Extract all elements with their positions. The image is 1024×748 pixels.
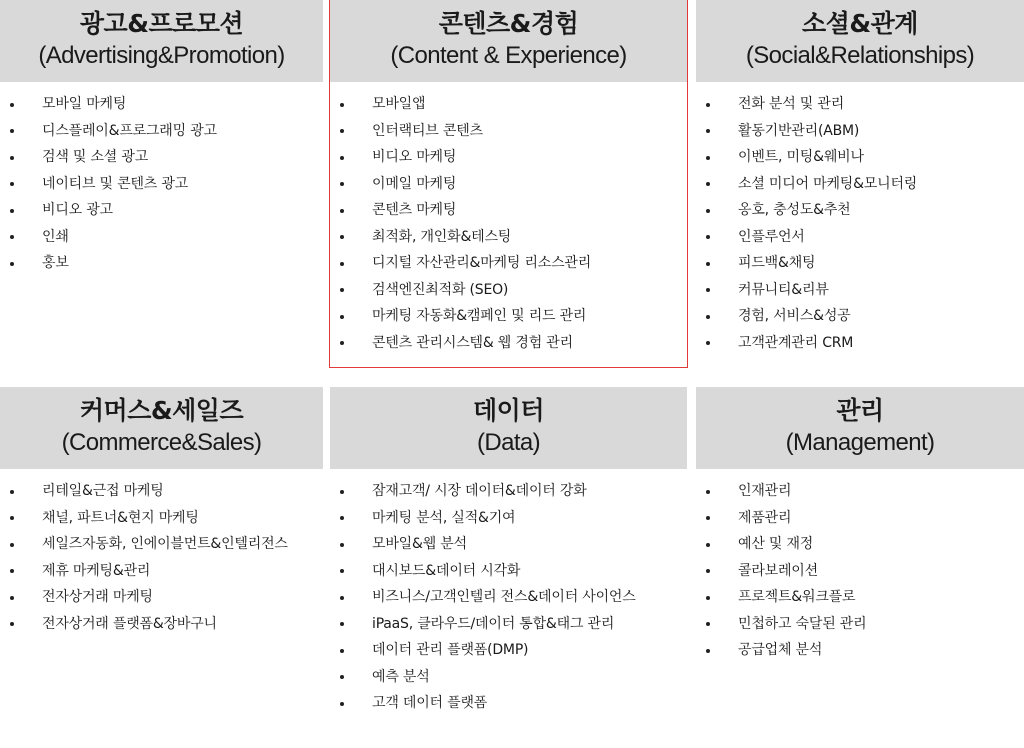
list-item-label: 데이터 관리 플랫폼(DMP): [372, 642, 529, 658]
list-item: [0, 478, 323, 505]
bullet-icon: [706, 315, 710, 319]
list-item: [0, 224, 323, 251]
section-header: [0, 0, 323, 82]
list-item: [696, 144, 1024, 171]
list-item: [330, 690, 687, 717]
section-social-relationships: [696, 0, 1024, 356]
section-subtitle: (Data): [476, 429, 541, 456]
list-item: [330, 478, 687, 505]
list-item-label: 마케팅 자동화&캠페인 및 리드 관리: [372, 308, 587, 324]
bullet-icon: [10, 235, 14, 239]
list-item: [0, 531, 323, 558]
list-item-label: 검색 및 소셜 광고: [42, 149, 149, 165]
bullet-icon: [10, 262, 14, 266]
bullet-icon: [706, 209, 710, 213]
list-item: [0, 197, 323, 224]
item-list: [696, 469, 1024, 664]
list-item-label: 인터랙티브 콘텐츠: [372, 122, 483, 139]
list-item: [0, 171, 323, 198]
list-item: [330, 197, 687, 224]
bullet-icon: [706, 235, 710, 239]
bullet-icon: [10, 182, 14, 186]
list-item: [330, 144, 687, 171]
list-item: [696, 558, 1024, 585]
list-item-label: 제품관리: [738, 509, 792, 526]
list-item: [696, 505, 1024, 532]
list-item: [330, 118, 687, 145]
section-commerce-sales: [0, 387, 323, 637]
list-item-label: 리테일&근접 마케팅: [42, 483, 164, 499]
list-item: [330, 558, 687, 585]
list-item: [330, 330, 687, 357]
bullet-icon: [10, 569, 14, 573]
list-item-label: 피드백&채팅: [738, 255, 816, 271]
list-item-label: 최적화, 개인화&테스팅: [372, 228, 512, 245]
section-title: 광고&프로모션: [79, 9, 244, 38]
bullet-icon: [340, 569, 344, 573]
bullet-icon: [10, 596, 14, 600]
list-item: [696, 611, 1024, 638]
bullet-icon: [706, 288, 710, 292]
bullet-icon: [706, 569, 710, 573]
list-item: [0, 250, 323, 277]
bullet-icon: [10, 490, 14, 494]
list-item: [330, 250, 687, 277]
list-item-label: 디스플레이&프로그래밍 광고: [42, 122, 217, 139]
list-item-label: 비디오 광고: [42, 202, 113, 218]
list-item-label: 커뮤니티&리뷰: [738, 281, 829, 298]
list-item-label: 프로젝트&워크플로: [738, 589, 856, 605]
list-item: [330, 303, 687, 330]
list-item: [0, 91, 323, 118]
list-item-label: 고객 데이터 플랫폼: [372, 695, 488, 711]
item-list: [330, 469, 687, 717]
list-item: [0, 118, 323, 145]
section-content-experience: [330, 0, 687, 367]
bullet-icon: [10, 516, 14, 520]
list-item-label: 예측 분석: [372, 668, 430, 685]
section-header: [696, 387, 1024, 469]
list-item-label: 경험, 서비스&성공: [738, 308, 851, 324]
list-item-label: 잠재고객/ 시장 데이터&데이터 강화: [372, 483, 587, 499]
list-item-label: 옹호, 충성도&추천: [738, 202, 851, 218]
list-item: [330, 611, 687, 638]
bullet-icon: [340, 649, 344, 653]
section-title: 콘텐츠&경험: [438, 9, 579, 38]
list-item: [696, 531, 1024, 558]
item-list: [0, 469, 323, 637]
list-item: [0, 505, 323, 532]
section-advertising-promotion: [0, 0, 323, 277]
list-item: [696, 224, 1024, 251]
list-item: [696, 118, 1024, 145]
list-item: [330, 584, 687, 611]
bullet-icon: [340, 209, 344, 213]
list-item-label: 활동기반관리(ABM): [738, 122, 860, 139]
list-item-label: iPaaS, 클라우드/데이터 통합&태그 관리: [372, 615, 615, 632]
section-title: 관리: [836, 396, 884, 425]
bullet-icon: [340, 129, 344, 133]
section-subtitle: (Management): [785, 429, 935, 456]
list-item: [0, 558, 323, 585]
list-item-label: 고객관계관리 CRM: [738, 334, 854, 351]
list-item-label: 네이티브 및 콘텐츠 광고: [42, 175, 188, 192]
list-item-label: 제휴 마케팅&관리: [42, 562, 151, 579]
list-item: [696, 197, 1024, 224]
list-item-label: 전화 분석 및 관리: [738, 96, 845, 112]
bullet-icon: [340, 543, 344, 547]
list-item: [330, 531, 687, 558]
bullet-icon: [706, 129, 710, 133]
list-item-label: 콘텐츠 마케팅: [372, 202, 457, 218]
list-item-label: 세일즈자동화, 인에이블먼트&인텔리전스: [42, 536, 288, 552]
list-item: [696, 91, 1024, 118]
bullet-icon: [10, 622, 14, 626]
bullet-icon: [10, 543, 14, 547]
list-item: [696, 171, 1024, 198]
list-item: [330, 91, 687, 118]
list-item-label: 홍보: [42, 255, 69, 271]
list-item-label: 마케팅 분석, 실적&기여: [372, 509, 516, 526]
section-title: 소셜&관계: [802, 9, 918, 38]
list-item-label: 모바일 마케팅: [42, 96, 127, 112]
section-header: [330, 387, 687, 469]
bullet-icon: [706, 341, 710, 345]
list-item: [0, 611, 323, 638]
list-item-label: 예산 및 재정: [738, 536, 814, 552]
list-item: [696, 637, 1024, 664]
section-management: [696, 387, 1024, 664]
bullet-icon: [340, 262, 344, 266]
list-item-label: 비디오 마케팅: [372, 149, 457, 165]
bullet-icon: [10, 156, 14, 160]
list-item: [0, 144, 323, 171]
bullet-icon: [340, 675, 344, 679]
bullet-icon: [706, 182, 710, 186]
list-item-label: 대시보드&데이터 시각화: [372, 562, 521, 579]
bullet-icon: [340, 235, 344, 239]
list-item-label: 디지털 자산관리&마케팅 리소스관리: [372, 255, 592, 271]
bullet-icon: [340, 490, 344, 494]
list-item-label: 인재관리: [738, 483, 792, 499]
bullet-icon: [706, 516, 710, 520]
section-header: [330, 0, 687, 82]
list-item-label: 이메일 마케팅: [372, 175, 457, 192]
list-item-label: 모바일&웹 분석: [372, 536, 467, 552]
list-item-label: 소셜 미디어 마케팅&모니터링: [738, 175, 918, 192]
bullet-icon: [706, 103, 710, 107]
bullet-icon: [10, 103, 14, 107]
list-item: [696, 584, 1024, 611]
bullet-icon: [706, 649, 710, 653]
bullet-icon: [706, 156, 710, 160]
list-item-label: 채널, 파트너&현지 마케팅: [42, 509, 199, 526]
section-subtitle: (Commerce&Sales): [61, 429, 262, 456]
section-subtitle: (Advertising&Promotion): [38, 42, 285, 69]
item-list: [696, 82, 1024, 356]
section-title: 데이터: [473, 396, 544, 425]
section-title: 커머스&세일즈: [79, 396, 244, 425]
bullet-icon: [340, 288, 344, 292]
list-item-label: 인쇄: [42, 228, 69, 245]
list-item: [696, 478, 1024, 505]
list-item: [696, 330, 1024, 357]
list-item-label: 비즈니스/고객인텔리 전스&데이터 사이언스: [372, 589, 636, 605]
bullet-icon: [706, 490, 710, 494]
section-subtitle: (Content & Experience): [390, 42, 627, 69]
bullet-icon: [340, 596, 344, 600]
section-header: [0, 387, 323, 469]
list-item: [696, 303, 1024, 330]
list-item-label: 민첩하고 숙달된 관리: [738, 615, 867, 632]
bullet-icon: [340, 156, 344, 160]
section-subtitle: (Social&Relationships): [745, 42, 975, 69]
list-item-label: 전자상거래 플랫폼&장바구니: [42, 615, 217, 632]
list-item-label: 콘텐츠 관리시스템& 웹 경험 관리: [372, 334, 573, 351]
bullet-icon: [706, 262, 710, 266]
list-item-label: 공급업체 분석: [738, 642, 823, 658]
list-item-label: 인플루언서: [738, 228, 805, 245]
section-data: [330, 387, 687, 717]
list-item: [330, 664, 687, 691]
bullet-icon: [706, 622, 710, 626]
list-item: [330, 224, 687, 251]
list-item: [330, 277, 687, 304]
bullet-icon: [340, 182, 344, 186]
bullet-icon: [340, 702, 344, 706]
list-item: [0, 584, 323, 611]
list-item: [330, 637, 687, 664]
bullet-icon: [340, 622, 344, 626]
list-item-label: 전자상거래 마케팅: [42, 589, 153, 605]
list-item: [696, 250, 1024, 277]
list-item: [330, 171, 687, 198]
bullet-icon: [340, 103, 344, 107]
list-item-label: 콜라보레이션: [738, 562, 818, 579]
bullet-icon: [706, 596, 710, 600]
list-item-label: 이벤트, 미팅&웨비나: [738, 149, 864, 165]
list-item: [696, 277, 1024, 304]
list-item-label: 검색엔진최적화 (SEO): [372, 281, 509, 298]
bullet-icon: [340, 516, 344, 520]
list-item: [330, 505, 687, 532]
item-list: [0, 82, 323, 277]
bullet-icon: [10, 129, 14, 133]
section-header: [696, 0, 1024, 82]
list-item-label: 모바일앱: [372, 96, 426, 112]
bullet-icon: [340, 341, 344, 345]
bullet-icon: [10, 209, 14, 213]
item-list: [330, 82, 687, 356]
bullet-icon: [706, 543, 710, 547]
bullet-icon: [340, 315, 344, 319]
